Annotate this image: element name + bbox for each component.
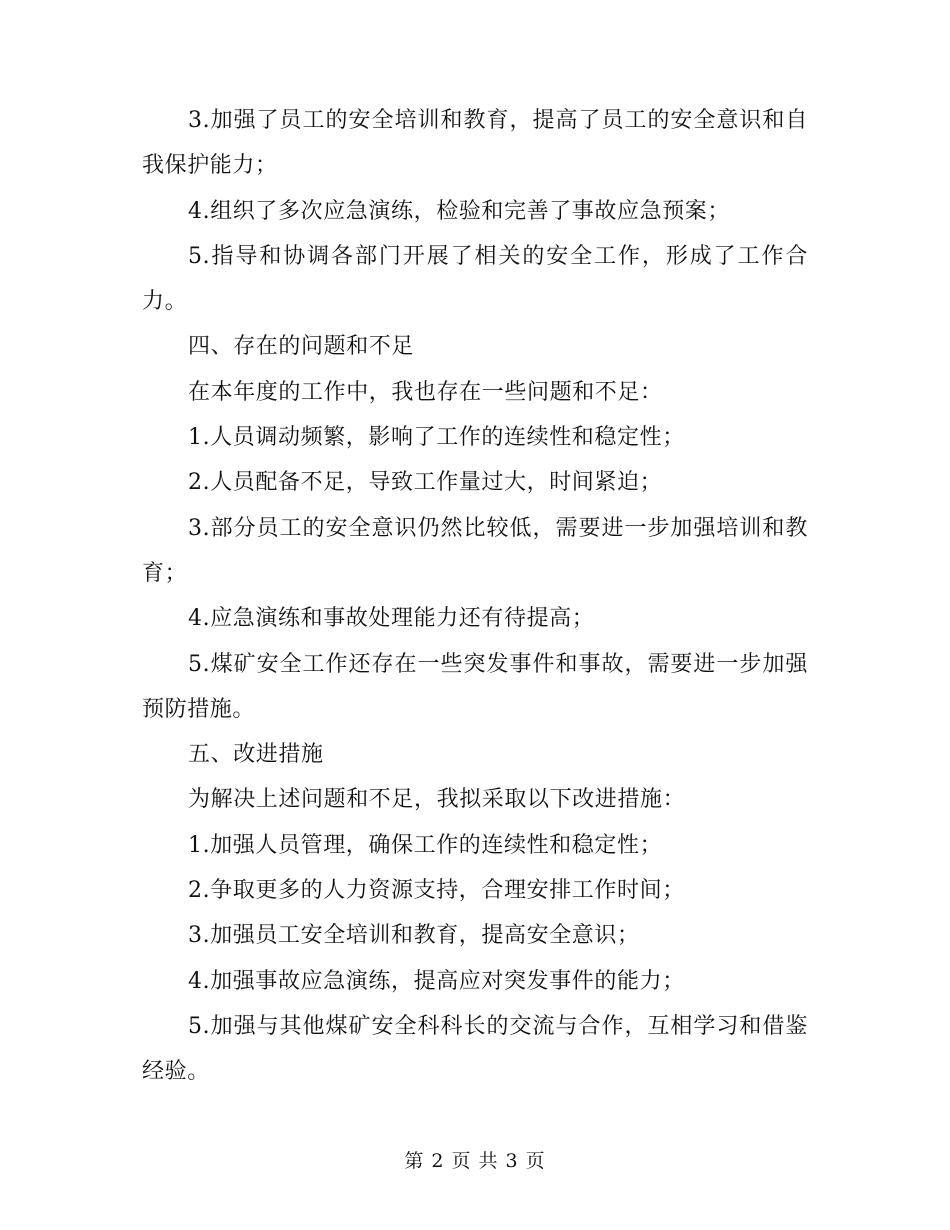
paragraph-improvement-5: 5.加强与其他煤矿安全科科长的交流与合作，互相学习和借鉴经验。 — [142, 1013, 808, 1085]
document-body — [142, 98, 808, 1095]
section-heading-improvements: 五、改进措施 — [188, 742, 324, 768]
paragraph-problem-5: 5.煤矿安全工作还存在一些突发事件和事故，需要进一步加强预防措施。 — [142, 651, 808, 722]
paragraph-problems-intro: 在本年度的工作中，我也存在一些问题和不足： — [188, 379, 663, 405]
page-number-footer: 第 2 页 共 3 页 — [404, 1150, 546, 1172]
paragraph-improvement-3: 3.加强员工安全培训和教育，提高安全意识； — [188, 923, 640, 949]
paragraph-department-coordination: 5.指导和协调各部门开展了相关的安全工作，形成了工作合力。 — [142, 243, 808, 315]
paragraph-improvement-1: 1.加强人员管理，确保工作的连续性和稳定性； — [188, 832, 663, 858]
paragraph-problem-4: 4.应急演练和事故处理能力还有待提高； — [188, 606, 595, 632]
paragraph-emergency-drills: 4.组织了多次应急演练，检验和完善了事故应急预案； — [188, 198, 730, 224]
paragraph-improvement-4: 4.加强事故应急演练，提高应对突发事件的能力； — [188, 968, 685, 994]
paragraph-problem-2: 2.人员配备不足，导致工作量过大，时间紧迫； — [188, 470, 663, 496]
paragraph-improvement-2: 2.争取更多的人力资源支持，合理安排工作时间； — [188, 878, 685, 904]
paragraph-problem-1: 1.人员调动频繁，影响了工作的连续性和稳定性； — [188, 425, 685, 451]
paragraph-problem-3: 3.部分员工的安全意识仍然比较低，需要进一步加强培训和教育； — [142, 515, 808, 586]
paragraph-training-education: 3.加强了员工的安全培训和教育，提高了员工的安全意识和自我保护能力； — [142, 108, 808, 179]
section-heading-problems: 四、存在的问题和不足 — [188, 334, 415, 360]
paragraph-improvements-intro: 为解决上述问题和不足，我拟采取以下改进措施： — [188, 787, 686, 813]
